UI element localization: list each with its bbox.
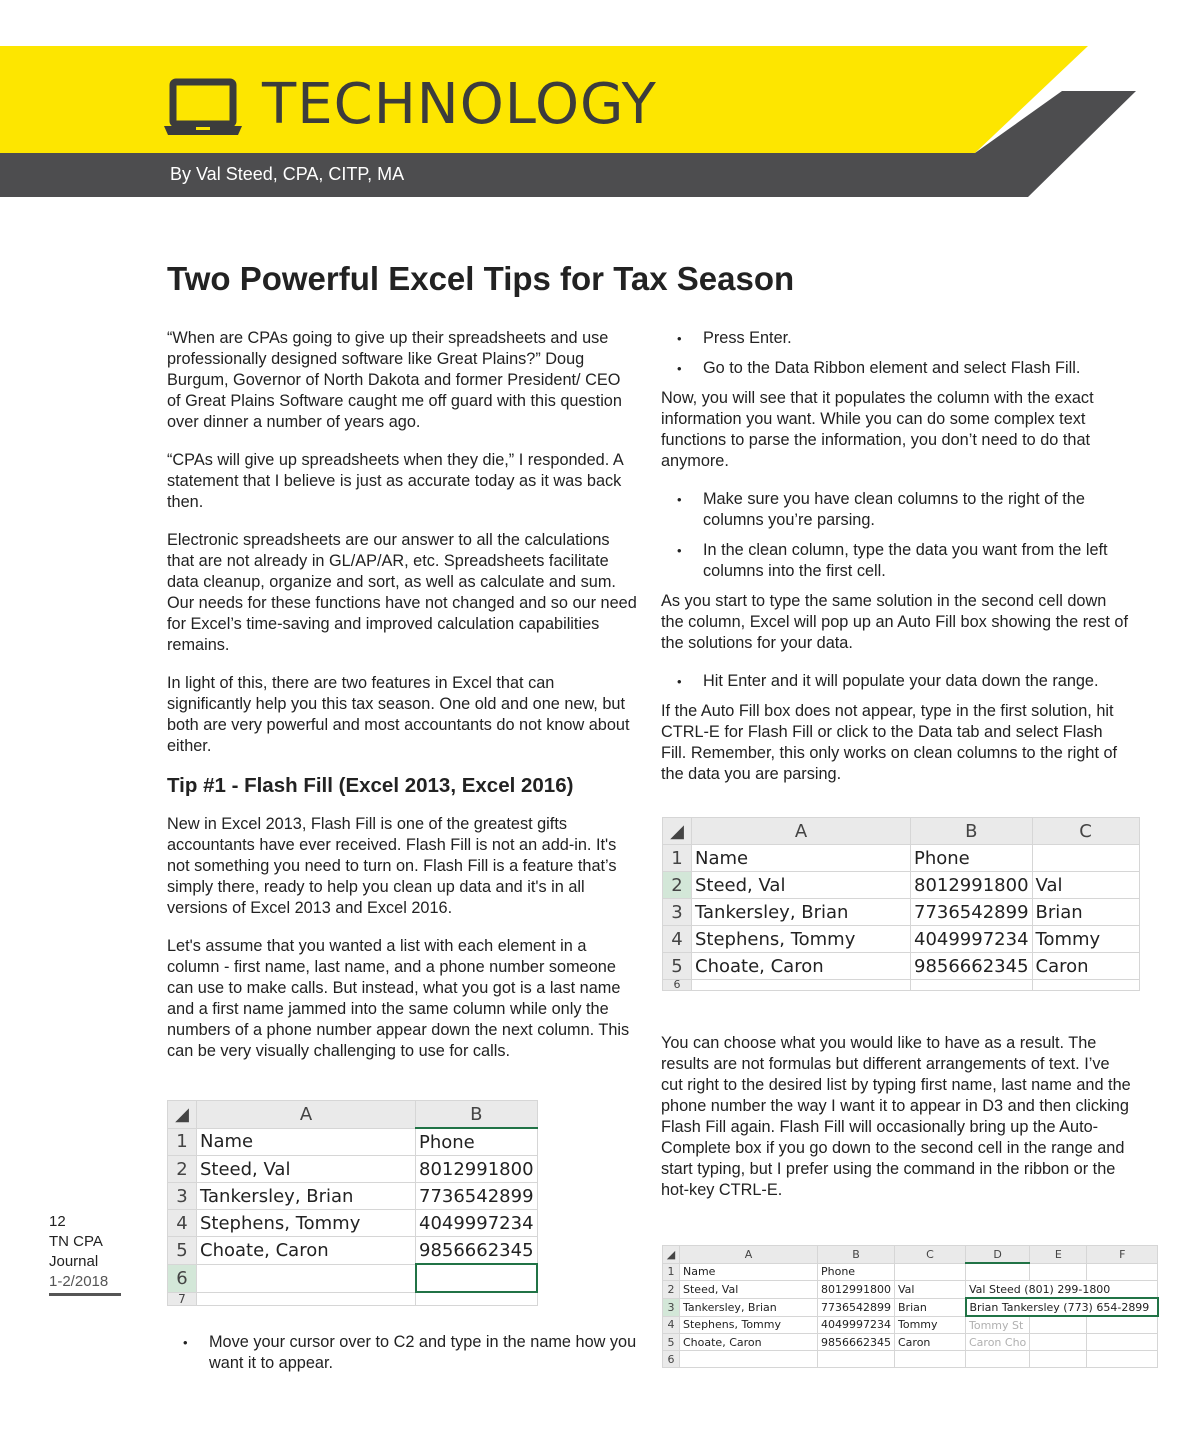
row-number: 3 xyxy=(663,899,692,926)
table-row xyxy=(168,1156,538,1183)
cell xyxy=(966,1351,1030,1368)
cell: Name xyxy=(197,1128,416,1156)
cell: 9856662345 xyxy=(818,1334,895,1351)
row-number: 5 xyxy=(663,1334,680,1351)
bullet-icon: • xyxy=(677,543,682,558)
bullet-icon: • xyxy=(677,361,682,376)
list-item xyxy=(167,1332,637,1374)
cell xyxy=(197,1264,416,1292)
table-row xyxy=(168,1128,538,1156)
table-row xyxy=(168,1183,538,1210)
bullet-icon: • xyxy=(677,492,682,507)
cell xyxy=(895,1351,966,1368)
cell: Choate, Caron xyxy=(692,953,911,980)
cell xyxy=(1087,1351,1158,1368)
cell: Phone xyxy=(818,1263,895,1281)
cell: Caron xyxy=(895,1334,966,1351)
cell xyxy=(1030,1334,1087,1351)
bullet-icon: • xyxy=(677,674,682,689)
column-header-row xyxy=(168,1101,538,1129)
cell: 8012991800 xyxy=(818,1281,895,1299)
row-number: 2 xyxy=(663,872,692,899)
cell: 7736542899 xyxy=(818,1298,895,1316)
table-row xyxy=(663,1316,1158,1334)
cell: Stephens, Tommy xyxy=(197,1210,416,1237)
table-row xyxy=(663,953,1140,980)
spreadsheet-3 xyxy=(662,1245,1159,1368)
cell: 4049997234 xyxy=(818,1316,895,1334)
cell xyxy=(1087,1334,1158,1351)
table-row xyxy=(663,1281,1158,1299)
list-item xyxy=(661,489,1131,531)
paragraph: Electronic spreadsheets are our answer to all the calculations that are not already in GL/AP/AR, etc. Spreadsheets facilitate data cleanup, organize and sort, as well as calculate and sum. Our needs for these functions have not changed and so our need for Excel’s time-saving and improved calculation capabilities remains. xyxy=(167,531,637,654)
spreadsheet-1 xyxy=(167,1100,538,1306)
cell xyxy=(895,1263,966,1281)
byline: By Val Steed, CPA, CITP, MA xyxy=(170,164,405,184)
table-row xyxy=(663,1334,1158,1351)
table-row xyxy=(663,899,1140,926)
tip-heading: Tip #1 - Flash Fill (Excel 2013, Excel 2016) xyxy=(167,774,574,797)
row-number: 6 xyxy=(663,980,692,991)
cell xyxy=(1087,1263,1158,1281)
table-row xyxy=(168,1237,538,1265)
bullet-icon: • xyxy=(183,1335,188,1350)
cell xyxy=(1030,1263,1087,1281)
cell: Tommy xyxy=(1032,926,1139,953)
cell: 8012991800 xyxy=(911,872,1033,899)
publication-name: TN CPA xyxy=(49,1233,103,1250)
list-item-text: Go to the Data Ribbon element and select Flash Fill. xyxy=(703,359,1081,377)
column-header: A xyxy=(692,818,911,845)
cell xyxy=(818,1351,895,1368)
column-header: A xyxy=(197,1101,416,1129)
row-number: 5 xyxy=(168,1237,197,1265)
column-header: C xyxy=(895,1246,966,1264)
cell: Choate, Caron xyxy=(680,1334,818,1351)
cell xyxy=(911,980,1033,991)
left-bullet-list xyxy=(167,1332,637,1383)
list-item-text: Press Enter. xyxy=(703,329,792,347)
table-row xyxy=(168,1210,538,1237)
list-item-text: Make sure you have clean columns to the right of the columns you’re parsing. xyxy=(703,490,1085,529)
table-row xyxy=(168,1292,538,1306)
cell: Tankersley, Brian xyxy=(197,1183,416,1210)
list-item xyxy=(661,328,1131,349)
column-header-row xyxy=(663,818,1140,845)
cell: Brian xyxy=(1032,899,1139,926)
cell xyxy=(1030,1316,1087,1334)
column-header: B xyxy=(818,1246,895,1264)
cell: Tommy xyxy=(895,1316,966,1334)
list-item xyxy=(661,671,1131,692)
paragraph: New in Excel 2013, Flash Fill is one of the greatest gifts accountants have ever received. Flash Fill is not an add-in. It's not something you need to turn on. Flash Fill is a feature that’s simply there, ready to help you clean up data and it's in all versions of Excel 2013 and Excel 2016. xyxy=(167,815,617,917)
list-item-text: Hit Enter and it will populate your data down the range. xyxy=(703,672,1099,690)
issue-date: 1-2/2018 xyxy=(49,1272,121,1296)
row-number: 3 xyxy=(168,1183,197,1210)
autofill-suggestion: Caron Cho xyxy=(966,1334,1030,1351)
row-number: 7 xyxy=(168,1292,197,1306)
paragraph: “CPAs will give up spreadsheets when they die,” I responded. A statement that I believe is just as accurate today as it was back then. xyxy=(167,451,623,511)
table-row xyxy=(663,980,1140,991)
active-cell xyxy=(416,1264,538,1292)
cell: Steed, Val xyxy=(692,872,911,899)
section-title: TECHNOLOGY xyxy=(262,72,657,137)
page-footer xyxy=(49,1212,121,1296)
cell xyxy=(1032,845,1139,872)
paragraph: If the Auto Fill box does not appear, type in the first solution, hit CTRL-E for Flash Fill or click to the Data tab and select Flash Fill. Remember, this only works on clean columns to the right of the data you are parsing. xyxy=(661,702,1118,783)
row-number: 1 xyxy=(663,845,692,872)
cell: Brian xyxy=(895,1298,966,1316)
column-header: B xyxy=(416,1101,538,1129)
paragraph: You can choose what you would like to have as a result. The results are not formulas but different arrangements of text. I’ve cut right to the desired list by typing first name, last name and the phone number the way I want it to appear in D3 and then clicking Flash Fill again. Flash Fill will occasionally bring up the Auto-Complete box if you go down to the second cell in the range and start typing, but I prefer using the command in the ribbon or the hot-key CTRL-E. xyxy=(661,1034,1131,1199)
table-row xyxy=(663,1351,1158,1368)
cell: Steed, Val xyxy=(197,1156,416,1183)
list-item-text: Move your cursor over to C2 and type in the name how you want it to appear. xyxy=(209,1333,637,1372)
spreadsheet-2 xyxy=(662,817,1140,991)
cell: 8012991800 xyxy=(416,1156,538,1183)
row-number: 4 xyxy=(168,1210,197,1237)
cell: Tankersley, Brian xyxy=(692,899,911,926)
list-item-text: In the clean column, type the data you want from the left columns into the first cell. xyxy=(703,541,1108,580)
cell xyxy=(692,980,911,991)
row-number: 6 xyxy=(663,1351,680,1368)
bullet-icon: • xyxy=(677,331,682,346)
cell: 7736542899 xyxy=(416,1183,538,1210)
paragraph: “When are CPAs going to give up their spreadsheets and use professionally designed software like Great Plains?” Doug Burgum, Governor of North Dakota and former President/ CEO of Great Plains Software caught me off guard with this question over dinner a number of years ago. xyxy=(167,329,622,431)
cell xyxy=(197,1292,416,1306)
cell: Stephens, Tommy xyxy=(680,1316,818,1334)
row-number: 4 xyxy=(663,926,692,953)
paragraph: Let's assume that you wanted a list with each element in a column - first name, last name, and a phone number someone can use to make calls. But instead, what you got is a last name and a first name jammed into the same column while only the numbers of a phone number appear down the next column. This can be very visually challenging to use for calls. xyxy=(167,937,630,1060)
cell: Val Steed (801) 299-1800 xyxy=(966,1281,1158,1299)
page-number: 12 xyxy=(49,1213,66,1230)
cell: Stephens, Tommy xyxy=(692,926,911,953)
cell xyxy=(1087,1316,1158,1334)
left-column xyxy=(167,328,637,1079)
cell: Val xyxy=(1032,872,1139,899)
cell: 4049997234 xyxy=(911,926,1033,953)
row-number: 4 xyxy=(663,1316,680,1334)
column-header: A xyxy=(680,1246,818,1264)
row-number: 6 xyxy=(168,1264,197,1292)
row-number: 3 xyxy=(663,1298,680,1316)
table-row xyxy=(168,1264,538,1292)
cell: Tankersley, Brian xyxy=(680,1298,818,1316)
right-column xyxy=(661,328,1131,802)
cell: 4049997234 xyxy=(416,1210,538,1237)
list-item xyxy=(661,540,1131,582)
select-all-corner: ◢ xyxy=(663,818,692,845)
row-number: 5 xyxy=(663,953,692,980)
column-header: B xyxy=(911,818,1033,845)
column-header: C xyxy=(1032,818,1139,845)
cell: Phone xyxy=(416,1128,538,1156)
cell: 7736542899 xyxy=(911,899,1033,926)
table-row xyxy=(663,1263,1158,1281)
cell: Val xyxy=(895,1281,966,1299)
cell xyxy=(680,1351,818,1368)
cell xyxy=(1030,1351,1087,1368)
right-column-lower xyxy=(661,1033,1131,1218)
autofill-suggestion: Tommy St xyxy=(966,1316,1030,1334)
column-header: E xyxy=(1030,1246,1087,1264)
paragraph: Now, you will see that it populates the column with the exact information you want. While you can do some complex text functions to parse the information, you don’t need to do that anymore. xyxy=(661,389,1094,470)
publication-name: Journal xyxy=(49,1253,99,1270)
row-number: 1 xyxy=(168,1128,197,1156)
cell: Phone xyxy=(911,845,1033,872)
laptop-icon xyxy=(163,78,243,138)
column-header: F xyxy=(1087,1246,1158,1264)
column-header: D xyxy=(966,1246,1030,1264)
cell: Choate, Caron xyxy=(197,1237,416,1265)
select-all-corner: ◢ xyxy=(168,1101,197,1129)
cell xyxy=(966,1263,1030,1281)
cell: Name xyxy=(692,845,911,872)
cell: Caron xyxy=(1032,953,1139,980)
select-all-corner: ◢ xyxy=(663,1246,680,1264)
paragraph: In light of this, there are two features in Excel that can significantly help you this tax season. One old and one new, but both are very powerful and most accountants do not know about either. xyxy=(167,674,630,755)
cell: Steed, Val xyxy=(680,1281,818,1299)
cell: 9856662345 xyxy=(416,1237,538,1265)
table-row xyxy=(663,1298,1158,1316)
cell: 9856662345 xyxy=(911,953,1033,980)
active-cell: Brian Tankersley (773) 654-2899 xyxy=(966,1298,1158,1316)
cell: Name xyxy=(680,1263,818,1281)
table-row xyxy=(663,845,1140,872)
row-number: 1 xyxy=(663,1263,680,1281)
article-headline: Two Powerful Excel Tips for Tax Season xyxy=(167,260,795,297)
cell xyxy=(416,1292,538,1306)
table-row xyxy=(663,926,1140,953)
row-number: 2 xyxy=(663,1281,680,1299)
cell xyxy=(1032,980,1139,991)
list-item xyxy=(661,358,1131,379)
column-header-row xyxy=(663,1246,1158,1264)
row-number: 2 xyxy=(168,1156,197,1183)
table-row xyxy=(663,872,1140,899)
paragraph: As you start to type the same solution in the second cell down the column, Excel will pop up an Auto Fill box showing the rest of the solutions for your data. xyxy=(661,592,1128,652)
